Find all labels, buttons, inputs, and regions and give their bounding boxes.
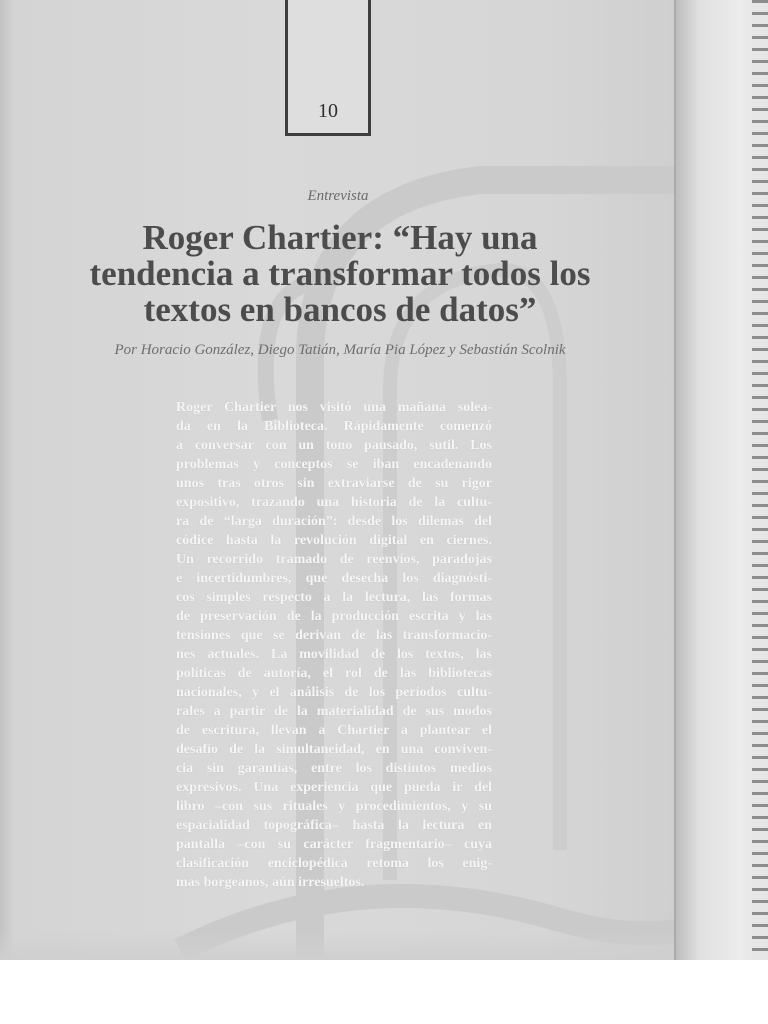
page-edge-shadow xyxy=(0,0,14,960)
intro-paragraph xyxy=(176,398,492,892)
intro-line: unos tras otros sin extraviarse de su rigor xyxy=(176,476,492,491)
page-bottom-edge xyxy=(0,930,676,960)
intro-line: ra de “larga duración”: desde los dilemas del xyxy=(176,514,492,529)
intro-line: e incertidumbres, que desecha los diagnósti- xyxy=(176,571,492,586)
intro-line: espacialidad topográfica– hasta la lectura en xyxy=(176,818,492,833)
intro-line: mas borgeanos, aún irresueltos. xyxy=(176,875,365,890)
intro-line: políticas de autoría, el rol de las bibliotecas xyxy=(176,666,492,681)
intro-line: rales a partir de la materialidad de sus modos xyxy=(176,704,492,719)
intro-line: nes actuales. La movilidad de los textos, las xyxy=(176,647,492,662)
intro-line: cia sin garantías, entre los distintos medios xyxy=(176,761,492,776)
intro-line: Un recorrido tramado de reenvíos, paradojas xyxy=(176,552,492,567)
intro-line: clasificación enciclopédica retoma los enig- xyxy=(176,856,492,871)
intro-line: expresivos. Una experiencia que pueda ir del xyxy=(176,780,492,795)
page-number: 10 xyxy=(318,100,338,122)
spiral-binding xyxy=(752,0,768,960)
author-byline: Por Horacio González, Diego Tatián, María Pia López y Sebastián Scolnik xyxy=(114,342,566,358)
headline-line: tendencia a transformar todos los xyxy=(89,254,591,293)
intro-line: libro –con sus rituales y procedimientos, y su xyxy=(176,799,492,814)
section-label: Entrevista xyxy=(307,188,369,204)
intro-line: pantalla –con su carácter fragmentario– cuya xyxy=(176,837,492,852)
intro-line: de preservación de la producción escrita y las xyxy=(176,609,492,624)
intro-line: nacionales, y el análisis de los períodos cultu- xyxy=(176,685,492,700)
intro-line: desafío de la simultaneidad, en una conviven- xyxy=(176,742,492,757)
intro-line: cos simples respecto a la lectura, las formas xyxy=(176,590,492,605)
intro-line: da en la Biblioteca. Rápidamente comenzó xyxy=(176,419,492,434)
intro-line: Roger Chartier nos visitó una mañana solea- xyxy=(176,400,492,415)
intro-line: problemas y conceptos se iban encadenando xyxy=(176,457,492,472)
headline-line: textos en bancos de datos” xyxy=(143,290,537,329)
intro-line: a conversar con un tono pausado, sutil. Los xyxy=(176,438,492,453)
intro-line: códice hasta la revolución digital en ciernes. xyxy=(176,533,492,548)
page-number-box xyxy=(285,0,371,136)
intro-line: expositivo, trazando una historia de la cultu- xyxy=(176,495,492,510)
headline-line: Roger Chartier: “Hay una xyxy=(142,218,538,257)
intro-line: de escritura, llevan a Chartier a plantear el xyxy=(176,723,492,738)
article-headline xyxy=(40,220,640,328)
intro-line: tensiones que se derivan de las transformacio- xyxy=(176,628,492,643)
